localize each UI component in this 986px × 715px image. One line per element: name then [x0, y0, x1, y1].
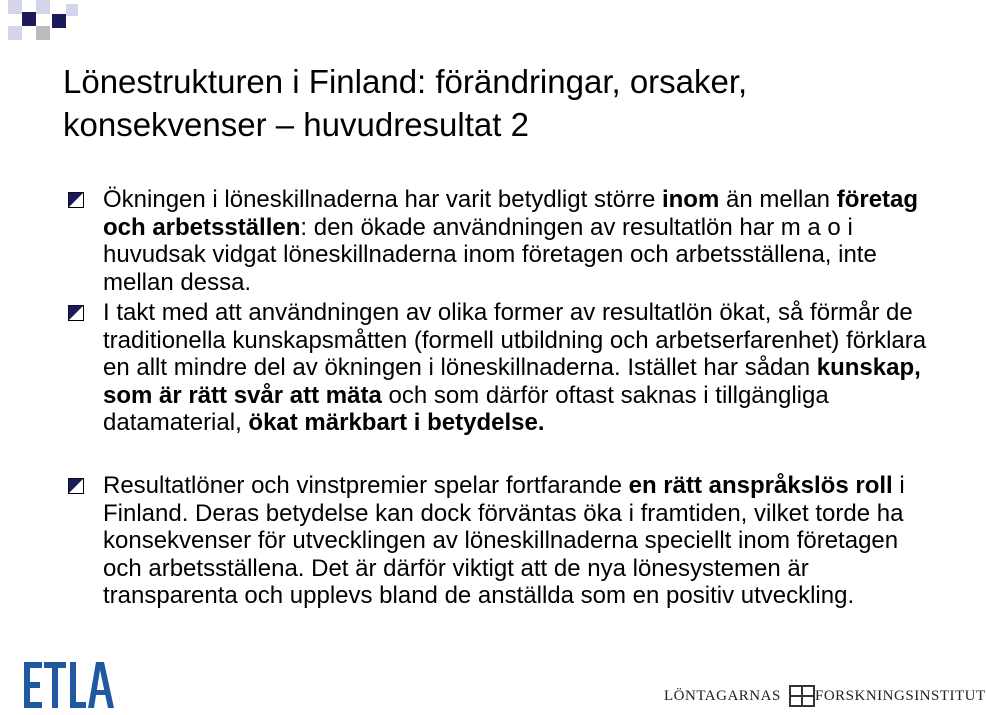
forskningsinstitut-logo-text: FORSKNINGSINSTITUT — [815, 688, 986, 704]
bullet-emphasis: inom — [661, 186, 720, 213]
bullet-segment: Ökningen i löneskillnaderna har varit betydligt större — [103, 186, 662, 213]
bullet-emphasis: en rätt anspråkslös roll — [628, 472, 893, 499]
bullet-segment: i Finland. Deras betydelse kan dock förväntas öka i framtiden, vilket torde ha konsekvenser för utvecklingen av löneskillnaderna speciellt inom företagen och arbetsställena. Det är därför viktigt att de nya lönesystemen är transparenta och upplevs bland de anställda som en positiv utveckling. — [103, 472, 905, 610]
bullet-emphasis: företag och arbetsställen — [103, 186, 919, 241]
bullet-segment: och som därför oftast saknas i tillgängliga datamaterial, — [103, 381, 829, 437]
deco-square — [22, 12, 36, 26]
square-bullet-icon — [68, 305, 84, 321]
bullet-segment: I takt med att användningen av olika former av resultatlön ökat, så förmår de traditionella kunskapsmåtten (formell utbildning och arbetserfarenhet) förklara en allt mindre del av ökningen i löneskillnaderna. Istället har sådan — [103, 299, 927, 382]
square-bullet-icon — [68, 478, 84, 494]
deco-square — [66, 4, 78, 16]
deco-square — [8, 0, 22, 14]
slide-title: Lönestrukturen i Finland: förändringar, orsaker, konsekvenser – huvudresultat 2 — [63, 63, 748, 143]
forskningsinstitut-mark-icon — [789, 684, 815, 708]
lontagarnas-logo-text: LÖNTAGARNAS — [664, 688, 781, 704]
bullet-text — [103, 299, 933, 437]
bullet-segment: Resultatlöner och vinstpremier spelar fortfarande — [103, 472, 629, 499]
deco-square — [8, 26, 22, 40]
bullet-segment: : den ökade användningen av resultatlön har m a o i huvudsak vidgat löneskillnaderna inom företagen och arbetsställena, inte mellan dessa. — [103, 213, 877, 296]
deco-square — [52, 14, 66, 28]
square-bullet-icon — [68, 192, 84, 208]
bullet-emphasis: kunskap, som är rätt svår att mäta — [103, 354, 921, 409]
bullet-text — [103, 186, 933, 296]
bullet-emphasis: ökat märkbart i betydelse. — [248, 409, 545, 437]
bullet-text — [103, 472, 933, 610]
etla-logo — [24, 658, 116, 712]
deco-square — [36, 26, 50, 40]
bullet-segment: än mellan — [719, 186, 837, 213]
deco-square — [36, 0, 50, 14]
